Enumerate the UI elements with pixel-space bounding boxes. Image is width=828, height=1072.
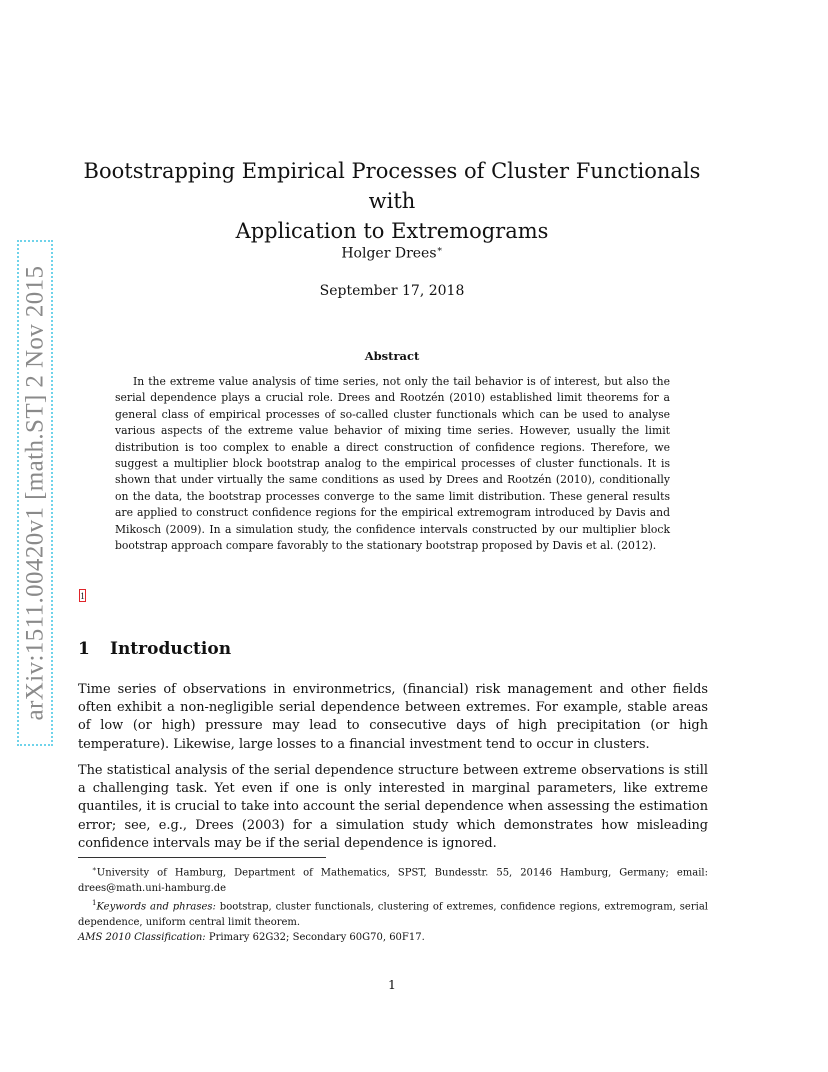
footnotes-block (78, 862, 708, 946)
paper-date: September 17, 2018 (319, 283, 465, 299)
author-name: Holger Drees (341, 245, 437, 262)
author-line (78, 240, 706, 264)
abstract-heading: Abstract (364, 349, 420, 363)
keywords-label: Keywords and phrases: (96, 901, 216, 913)
ams-text: Primary 62G32; Secondary 60G70, 60F17. (205, 932, 425, 944)
title-line-2: Application to Extremograms (235, 219, 549, 243)
paper-title (78, 156, 706, 246)
abstract-text: In the extreme value analysis of time series, not only the tail behavior is of interest, but also the serial dependence plays a crucial role. Drees and Rootzén (2010) established limit theorems for a general class of empirical processes of so-called cluster functionals which can be used to analyse various aspects of the extreme value behavior of mixing time series. However, usually the limit distribution is too complex to enable a direct construction of confidence regions. Therefore, we suggest a multiplier block bootstrap analog to the empirical processes of cluster functionals. It is shown that under virtually the same conditions as used by Drees and Rootzén (2010), conditionally on the data, the bootstrap processes converge to the same limit distribution. These general results are applied to construct confidence regions for the empirical extremogram introduced by Davis and Mikosch (2009). In a simulation study, the confidence intervals constructed by our multiplier block bootstrap approach compare favorably to the stationary bootstrap proposed by Davis et al. (2012). (115, 375, 670, 553)
ams-classification (78, 930, 708, 945)
intro-paragraph-2: The statistical analysis of the serial dependence structure between extreme observations is still a challenging task. Yet even if one is only interested in marginal parameters, like extreme quantiles, it is crucial to take into account the serial dependence when assessing the estimation error; see, e.g., Drees (2003) for a simulation study which demonstrates how misleading confidence intervals may be if the serial dependence is ignored. (78, 763, 708, 851)
page-number: 1 (388, 977, 396, 992)
intro-paragraph-1: Time series of observations in environmetrics, (financial) risk management and other fields often exhibit a non-negligible serial dependence between extremes. For example, stable areas of low (or high) pressure may lead to consecutive days of high precipitation (or high temperature). Likewise, large losses to a financial investment tend to occur in clusters. (78, 682, 708, 752)
section-heading-introduction (78, 637, 231, 661)
keywords-text: bootstrap, cluster functionals, clustering of extremes, confidence regions, extremogram, serial dependence, uniform central limit theorem. (78, 901, 708, 928)
title-line-1: Bootstrapping Empirical Processes of Cluster Functionals with (83, 159, 701, 213)
section-number: 1 (78, 639, 90, 659)
footnote-affiliation-text: University of Hamburg, Department of Mathematics, SPST, Bundesstr. 55, 20146 Hamburg, Germany; email: drees@math.uni-hamburg.de (78, 867, 708, 894)
footnote-divider (78, 857, 326, 858)
arxiv-identifier-text: arXiv:1511.00420v1 [math.ST] 2 Nov 2015 (21, 265, 49, 721)
footnote-link-box[interactable]: 1 (80, 591, 85, 601)
ams-label: AMS 2010 Classification: (78, 932, 206, 944)
footnote-affiliation (78, 862, 708, 896)
footnote-star-mark: ∗ (92, 865, 97, 873)
footnote-keywords (78, 896, 708, 930)
author-footnote-mark: ∗ (436, 245, 443, 255)
arxiv-identifier-stamp[interactable] (17, 240, 53, 746)
footnote-1-mark: 1 (92, 899, 97, 908)
section-title: Introduction (110, 639, 232, 659)
